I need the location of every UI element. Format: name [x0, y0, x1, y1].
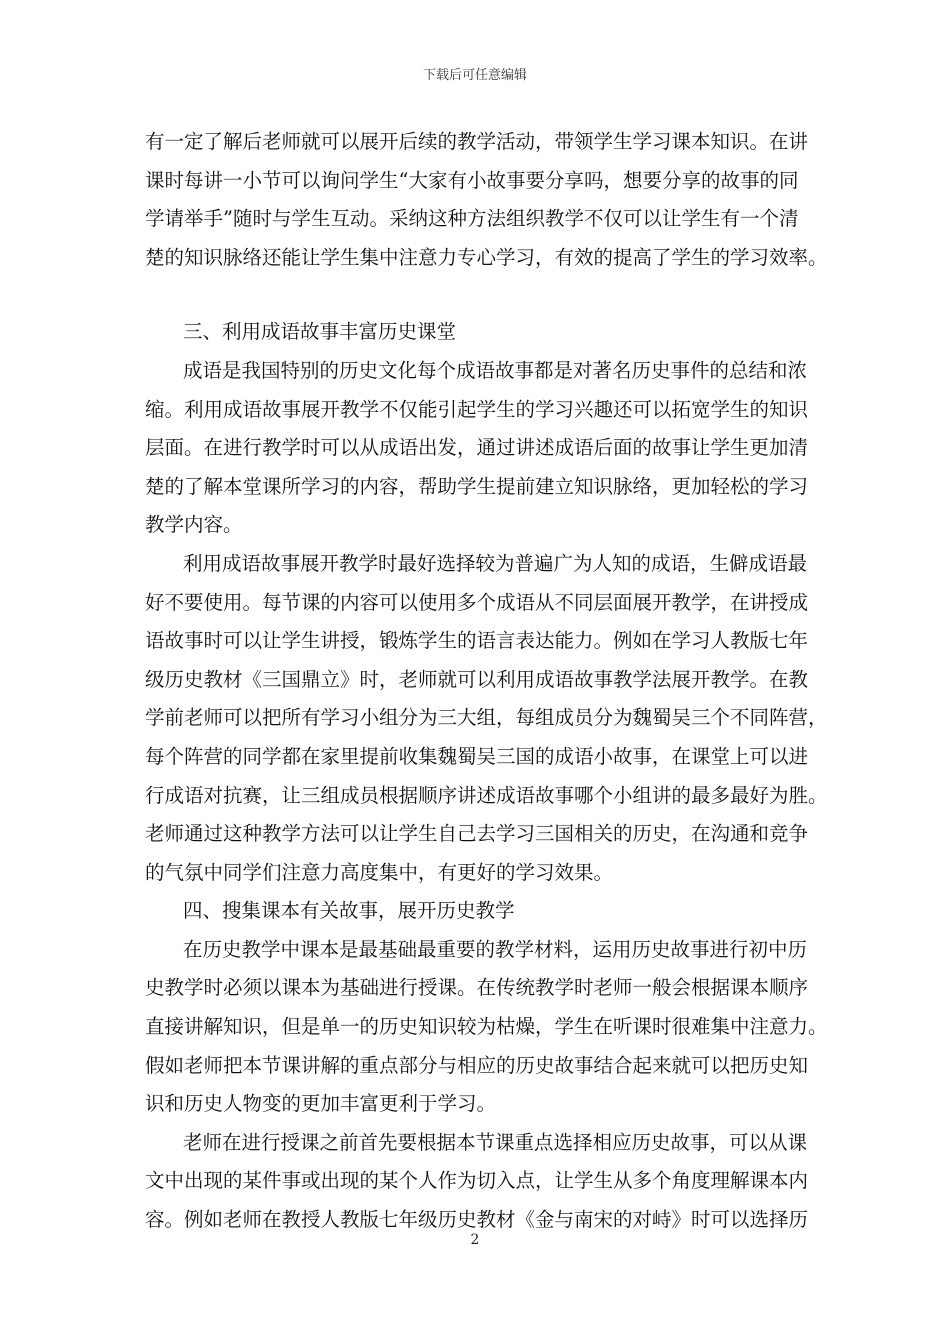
text-line: 级历史教材《三国鼎立》时，老师就可以利用成语故事教学法展开教学。在教 — [145, 667, 809, 691]
text-line: 在历史教学中课本是最基础最重要的教学材料，运用历史故事进行初中历 — [183, 937, 808, 961]
text-line: 老师通过这种教学方法可以让学生自己去学习三国相关的历史，在沟通和竞争 — [145, 822, 809, 846]
text-line: 直接讲解知识，但是单一的历史知识较为枯燥，学生在听课时很难集中注意力。 — [145, 1015, 828, 1039]
section-heading-3: 三、利用成语故事丰富历史课堂 — [183, 320, 457, 344]
page-number: 2 — [470, 1232, 480, 1248]
text-line: 文中出现的某件事或出现的某个人作为切入点，让学生从多个角度理解课本内 — [145, 1169, 809, 1193]
page-header: 下载后可任意编辑 — [422, 68, 527, 83]
text-line: 课时每讲一小节可以询问学生“大家有小故事要分享吗，想要分享的故事的同 — [145, 168, 799, 192]
text-line: 识和历史人物变的更加丰富更利于学习。 — [145, 1092, 497, 1116]
text-line: 语故事时可以让学生讲授，锻炼学生的语言表达能力。例如在学习人教版七年 — [145, 629, 809, 653]
text-line: 学请举手”随时与学生互动。采纳这种方法组织教学不仅可以让学生有一个清 — [145, 207, 799, 231]
text-line: 利用成语故事展开教学时最好选择较为普遍广为人知的成语，生僻成语最 — [183, 551, 808, 575]
text-line: 老师在进行授课之前首先要根据本节课重点选择相应历史故事，可以从课 — [183, 1130, 808, 1154]
paragraph-gap — [145, 277, 805, 313]
text-line: 教学内容。 — [145, 513, 243, 537]
text-line: 每个阵营的同学都在家里提前收集魏蜀吴三国的成语小故事，在课堂上可以进 — [145, 744, 809, 768]
text-line: 容。例如老师在教授人教版七年级历史教材《金与南宋的对峙》时可以选择历 — [145, 1208, 809, 1232]
text-line: 学前老师可以把所有学习小组分为三大组，每组成员分为魏蜀吴三个不同阵营， — [145, 706, 828, 730]
text-line: 楚的了解本堂课所学习的内容，帮助学生提前建立知识脉络，更加轻松的学习 — [145, 474, 809, 498]
document-body — [145, 123, 828, 1240]
text-line: 行成语对抗赛，让三组成员根据顺序讲述成语故事哪个小组讲的最多最好为胜。 — [145, 783, 828, 807]
text-line: 有一定了解后老师就可以展开后续的教学活动，带领学生学习课本知识。在讲 — [145, 130, 809, 153]
text-line: 假如老师把本节课讲解的重点部分与相应的历史故事结合起来就可以把历史知 — [145, 1053, 809, 1077]
text-line: 缩。利用成语故事展开教学不仅能引起学生的学习兴趣还可以拓宽学生的知识 — [145, 397, 809, 421]
text-line: 楚的知识脉络还能让学生集中注意力专心学习，有效的提高了学生的学习效率。 — [145, 245, 828, 269]
section-heading-4: 四、搜集课本有关故事，展开历史教学 — [183, 899, 515, 923]
text-line: 史教学时必须以课本为基础进行授课。在传统教学时老师一般会根据课本顺序 — [145, 976, 809, 1000]
text-line: 成语是我国特别的历史文化每个成语故事都是对著名历史事件的总结和浓 — [183, 358, 808, 382]
text-line: 好不要使用。每节课的内容可以使用多个成语从不同层面展开教学，在讲授成 — [145, 590, 809, 614]
text-line: 的气氛中同学们注意力高度集中，有更好的学习效果。 — [145, 860, 614, 884]
text-line: 层面。在进行教学时可以从成语出发，通过讲述成语后面的故事让学生更加清 — [145, 436, 809, 460]
